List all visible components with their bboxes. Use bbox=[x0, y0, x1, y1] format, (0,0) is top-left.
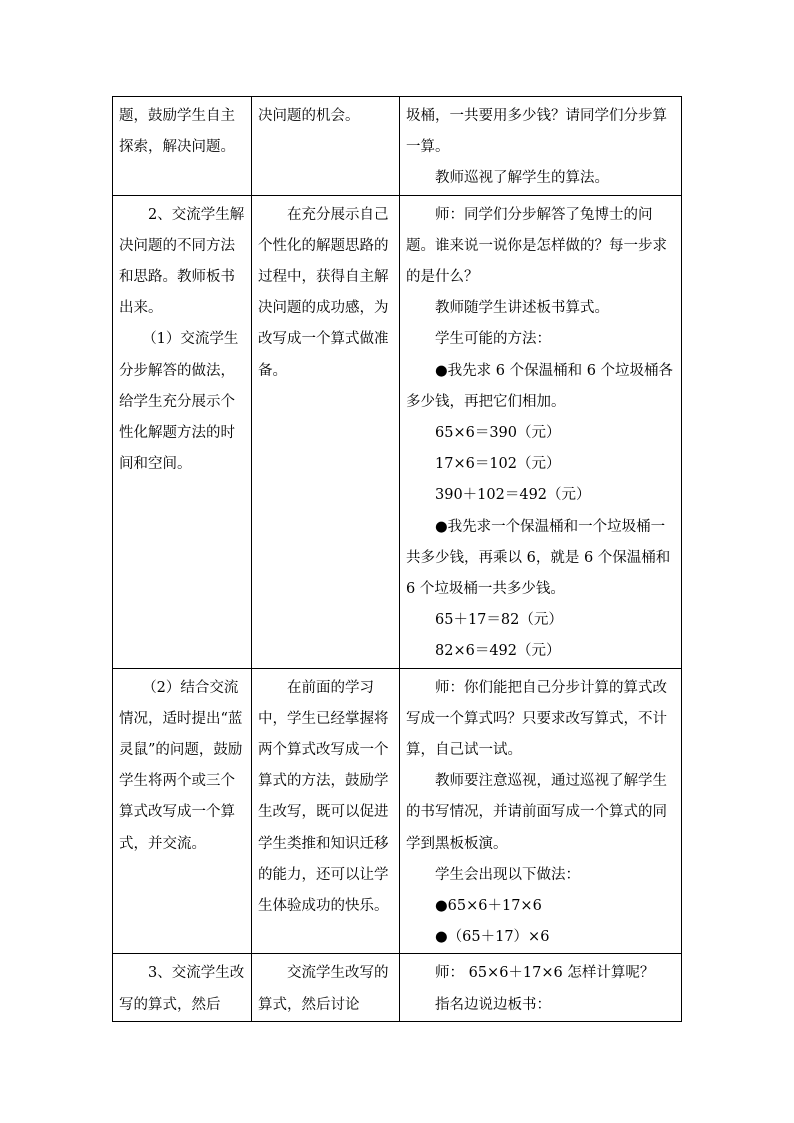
table-row bbox=[113, 195, 682, 668]
activity-cell bbox=[113, 668, 252, 954]
process-text: 圾桶，一共要用多少钱？请同学们分步算一算。 bbox=[406, 108, 667, 156]
activity-text: 题，鼓励学生自主探索，解决问题。 bbox=[119, 108, 235, 156]
process-cell bbox=[400, 195, 682, 668]
activity-text: 2、交流学生解决问题的不同方法和思路。教师板书出来。 bbox=[119, 206, 245, 317]
activity-cell bbox=[113, 195, 252, 668]
method-bullet: ●我先求 6 个保温桶和 6 个垃圾桶各多少钱，再把它们相加。 bbox=[406, 362, 674, 410]
activity-cell bbox=[113, 97, 252, 196]
table-row bbox=[113, 97, 682, 196]
formula: 82×6＝492（元） bbox=[435, 643, 561, 660]
formula: 390＋102＝492（元） bbox=[435, 487, 591, 504]
process-text: 指名边说边板书： bbox=[435, 996, 551, 1013]
process-text: 学生可能的方法： bbox=[435, 331, 551, 348]
table-row bbox=[113, 668, 682, 954]
process-cell bbox=[400, 954, 682, 1021]
process-cell bbox=[400, 668, 682, 954]
intent-text: 决问题的机会。 bbox=[258, 108, 360, 124]
process-text: 教师要注意巡视，通过巡视了解学生的书写情况，并请前面写成一个算式的同学到黑板板演。 bbox=[406, 773, 667, 852]
process-cell bbox=[400, 97, 682, 196]
intent-cell bbox=[252, 954, 400, 1021]
intent-cell bbox=[252, 195, 400, 668]
formula: 17×6＝102（元） bbox=[435, 456, 561, 473]
process-text: 教师巡视了解学生的算法。 bbox=[435, 170, 609, 187]
activity-text: （1）交流学生分步解答的做法，给学生充分展示个性化解题方法的时间和空间。 bbox=[119, 331, 239, 473]
process-text: 教师随学生讲述板书算式。 bbox=[435, 300, 609, 317]
activity-text: 3、交流学生改写的算式，然后 bbox=[119, 965, 245, 1013]
formula: ●65×6＋17×6 bbox=[435, 898, 542, 915]
formula: 65×6＝390（元） bbox=[435, 425, 561, 442]
intent-text: 在前面的学习中，学生已经掌握将两个算式改写成一个算式的方法，鼓励学生改写，既可以促进学生类推和知识迁移的能力，还可以让学生体验成功的快乐。 bbox=[258, 679, 389, 915]
lesson-plan-table bbox=[112, 96, 682, 1022]
process-text: 学生会出现以下做法： bbox=[435, 866, 580, 883]
process-text: 师：同学们分步解答了兔博士的问题。谁来说一说你是怎样做的？每一步求的是什么？ bbox=[406, 206, 667, 286]
method-bullet: ●我先求一个保温桶和一个垃圾桶一共多少钱，再乘以 6，就是 6 个保温桶和 6 个垃圾桶一共多少钱。 bbox=[406, 518, 671, 598]
process-text: 师： 65×6＋17×6 怎样计算呢？ bbox=[435, 965, 655, 982]
activity-text: （2）结合交流情况，适时提出“蓝灵鼠”的问题，鼓励学生将两个或三个算式改写成一个算式，并交流。 bbox=[119, 679, 243, 852]
formula: 65＋17＝82（元） bbox=[435, 612, 563, 629]
activity-cell bbox=[113, 954, 252, 1021]
intent-cell bbox=[252, 668, 400, 954]
intent-text: 在充分展示自己个性化的解题思路的过程中，获得自主解决问题的成功感，为改写成一个算式做准备。 bbox=[258, 206, 389, 379]
formula: ●（65＋17）×6 bbox=[435, 929, 550, 946]
intent-cell bbox=[252, 97, 400, 196]
intent-text: 交流学生改写的算式，然后讨论 bbox=[258, 965, 389, 1013]
process-text: 师：你们能把自己分步计算的算式改写成一个算式吗？只要求改写算式，不计算，自己试一试。 bbox=[406, 679, 667, 759]
table-row bbox=[113, 954, 682, 1021]
